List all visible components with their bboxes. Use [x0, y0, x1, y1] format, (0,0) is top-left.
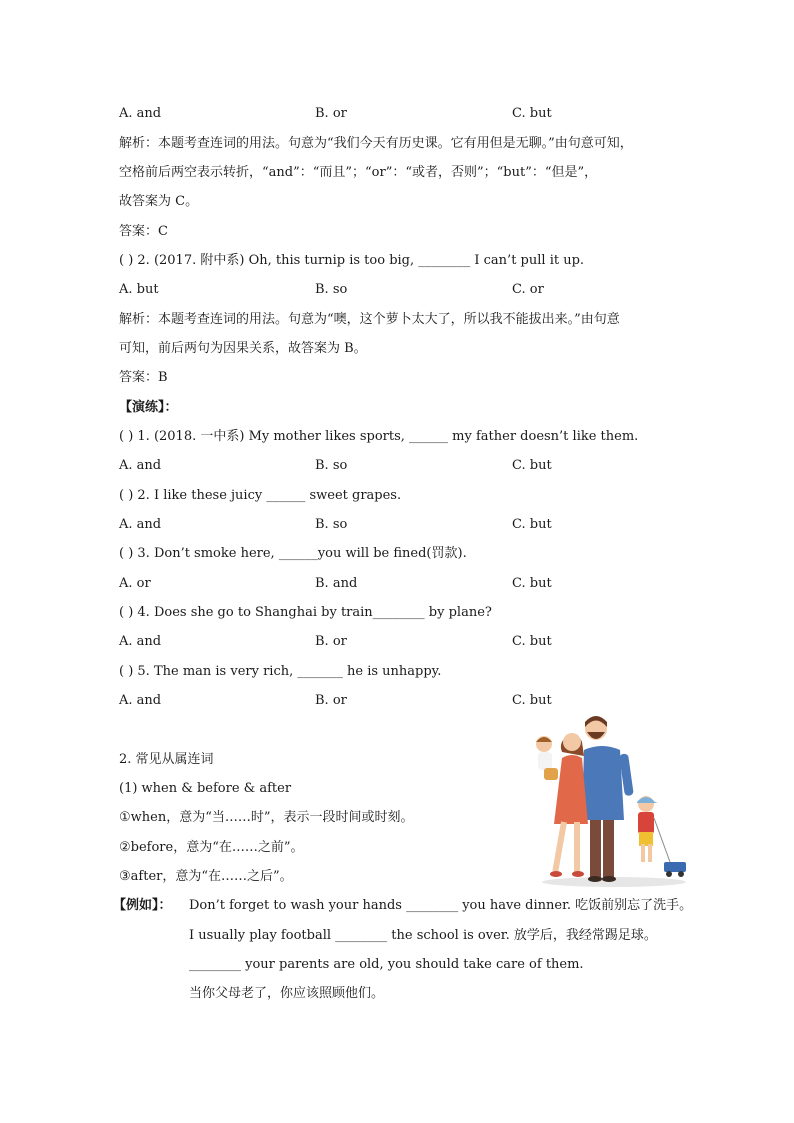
practice-5-option-b: B. or [315, 693, 347, 708]
q2-analysis-line-1: 解析：本题考查连词的用法。句意为“噢，这个萝卜太大了，所以我不能拔出来。”由句意 [119, 312, 620, 327]
section2-item-when: ①when，意为“当……时”，表示一段时间或时刻。 [119, 810, 414, 825]
q1-analysis-line-2: 空格前后两空表示转折，“and”：“而且”；“or”：“或者，否则”；“but”：“但是”， [119, 165, 598, 180]
practice-2-option-c: C. but [512, 517, 552, 532]
practice-heading: 【演练】： [119, 400, 178, 415]
practice-5-option-a: A. and [119, 693, 162, 708]
practice-3-stem: ( ) 3. Don’t smoke here, ______you will be fined(罚款). [119, 546, 467, 561]
example-3-translation: 当你父母老了，你应该照顾他们。 [189, 986, 385, 1001]
q1-analysis-line-1: 解析：本题考查连词的用法。句意为“我们今天有历史课。它有用但是无聊。”由句意可知， [119, 136, 633, 151]
family-illustration [524, 712, 694, 890]
practice-3-option-c: C. but [512, 576, 552, 591]
practice-1-stem: ( ) 1. (2018. 一中系) My mother likes sports, ______ my father doesn’t like them. [119, 429, 639, 444]
practice-1-option-c: C. but [512, 458, 552, 473]
section2-heading: 2. 常见从属连词 [119, 752, 214, 767]
q1-option-a: A. and [119, 106, 162, 121]
section2-item-after: ③after，意为“在……之后”。 [119, 869, 293, 884]
practice-2-stem: ( ) 2. I like these juicy ______ sweet grapes. [119, 488, 402, 503]
practice-3-option-b: B. and [315, 576, 358, 591]
practice-2-option-a: A. and [119, 517, 162, 532]
q2-stem: ( ) 2. (2017. 附中系) Oh, this turnip is too big, ________ I can’t pull it up. [119, 253, 585, 268]
practice-5-option-c: C. but [512, 693, 552, 708]
q1-option-c: C. but [512, 106, 552, 121]
example-3: ________ your parents are old, you should take care of them. [189, 957, 584, 972]
q2-option-a: A. but [119, 282, 159, 297]
q2-answer: 答案：B [119, 370, 168, 385]
q2-option-c: C. or [512, 282, 544, 297]
example-1: Don’t forget to wash your hands ________ you have dinner. 吃饭前别忘了洗手。 [189, 898, 693, 913]
practice-3-option-a: A. or [119, 576, 151, 591]
section2-item-before: ②before，意为“在……之前”。 [119, 840, 304, 855]
example-2: I usually play football ________ the school is over. 放学后，我经常踢足球。 [189, 928, 657, 943]
q2-analysis-line-2: 可知，前后两句为因果关系，故答案为 B。 [119, 341, 367, 356]
practice-4-option-c: C. but [512, 634, 552, 649]
father-figure [582, 716, 634, 882]
q1-answer: 答案：C [119, 224, 168, 239]
practice-1-option-a: A. and [119, 458, 162, 473]
mother-figure [550, 733, 588, 877]
practice-1-option-b: B. so [315, 458, 348, 473]
practice-4-stem: ( ) 4. Does she go to Shanghai by train________ by plane? [119, 605, 492, 620]
q1-analysis-line-3: 故答案为 C。 [119, 194, 199, 209]
boy-figure [637, 796, 686, 877]
q2-option-b: B. so [315, 282, 348, 297]
practice-5-stem: ( ) 5. The man is very rich, _______ he is unhappy. [119, 664, 442, 679]
practice-2-option-b: B. so [315, 517, 348, 532]
q1-option-b: B. or [315, 106, 347, 121]
practice-4-option-a: A. and [119, 634, 162, 649]
baby-figure [536, 736, 558, 780]
practice-4-option-b: B. or [315, 634, 347, 649]
example-label: 【例如】： [113, 898, 172, 913]
section2-subheading: (1) when & before & after [119, 781, 292, 796]
